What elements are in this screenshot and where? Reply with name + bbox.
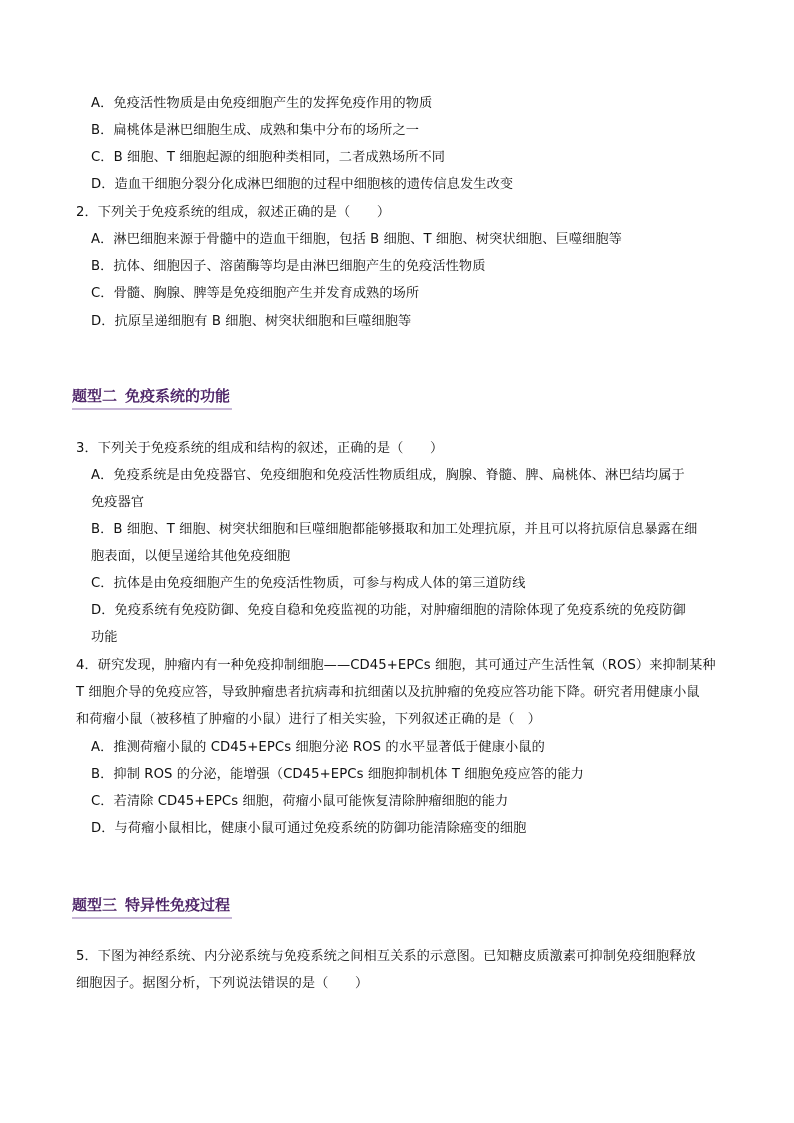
section-title: 特异性免疫过程 [125, 896, 231, 914]
q3-option-b-cont: 胞表面，以便呈递给其他免疫细胞 [91, 549, 291, 564]
q4-stem: 4．研究发现，肿瘤内有一种免疫抑制细胞——CD45+EPCs 细胞，其可通过产生活性氧（ROS）来抑制某种 [76, 658, 716, 673]
q1-option-b: B．扁桃体是淋巴细胞生成、成熟和集中分布的场所之一 [91, 123, 420, 138]
q3-option-d: D．免疫系统有免疫防御、免疫自稳和免疫监视的功能，对肿瘤细胞的清除体现了免疫系统的免疫防御 [91, 603, 686, 618]
q4-option-d: D．与荷瘤小鼠相比，健康小鼠可通过免疫系统的防御功能清除癌变的细胞 [91, 821, 527, 836]
section-label: 题型三 [72, 896, 118, 914]
q4-stem-cont-1: T 细胞介导的免疫应答，导致肿瘤患者抗病毒和抗细菌以及抗肿瘤的免疫应答功能下降。研究者用健康小鼠 [76, 685, 700, 700]
q2-option-b: B．抗体、细胞因子、溶菌酶等均是由淋巴细胞产生的免疫活性物质 [91, 259, 486, 274]
section-heading-2 [72, 386, 232, 410]
q3-option-a: A．免疫系统是由免疫器官、免疫细胞和免疫活性物质组成，胸腺、脊髓、脾、扁桃体、淋巴结均属于 [91, 468, 685, 483]
q2-option-a: A．淋巴细胞来源于骨髓中的造血干细胞，包括 B 细胞、T 细胞、树突状细胞、巨噬细胞等 [91, 232, 622, 247]
section-heading-3 [72, 895, 232, 919]
q5-stem: 5．下图为神经系统、内分泌系统与免疫系统之间相互关系的示意图。已知糖皮质激素可抑制免疫细胞释放 [76, 949, 696, 964]
q2-stem: 2．下列关于免疫系统的组成，叙述正确的是（ ） [76, 205, 391, 220]
section-title: 免疫系统的功能 [125, 387, 231, 405]
q3-stem: 3．下列关于免疫系统的组成和结构的叙述，正确的是（ ） [76, 441, 444, 456]
q4-option-b: B．抑制 ROS 的分泌，能增强（CD45+EPCs 细胞抑制机体 T 细胞免疫应答的能力 [91, 767, 584, 782]
q3-option-d-cont: 功能 [91, 630, 118, 645]
q2-option-c: C．骨髓、胸腺、脾等是免疫细胞产生并发育成熟的场所 [91, 286, 420, 301]
q4-option-a: A．推测荷瘤小鼠的 CD45+EPCs 细胞分泌 ROS 的水平显著低于健康小鼠的 [91, 740, 545, 755]
q3-option-a-cont: 免疫器官 [91, 495, 145, 510]
section-label: 题型二 [72, 387, 118, 405]
q3-option-c: C．抗体是由免疫细胞产生的免疫活性物质，可参与构成人体的第三道防线 [91, 576, 526, 591]
q4-option-c: C．若清除 CD45+EPCs 细胞，荷瘤小鼠可能恢复清除肿瘤细胞的能力 [91, 794, 509, 809]
q5-stem-cont: 细胞因子。据图分析，下列说法错误的是（ ） [76, 976, 369, 991]
q1-option-d: D．造血干细胞分裂分化成淋巴细胞的过程中细胞核的遗传信息发生改变 [91, 177, 514, 192]
q4-stem-cont-2: 和荷瘤小鼠（被移植了肿瘤的小鼠）进行了相关实验，下列叙述正确的是（ ） [76, 712, 542, 727]
q1-option-c: C．B 细胞、T 细胞起源的细胞种类相同，二者成熟场所不同 [91, 150, 446, 165]
q3-option-b: B．B 细胞、T 细胞、树突状细胞和巨噬细胞都能够摄取和加工处理抗原，并且可以将抗原信息暴露在细 [91, 522, 698, 537]
q2-option-d: D．抗原呈递细胞有 B 细胞、树突状细胞和巨噬细胞等 [91, 314, 412, 329]
q1-option-a: A．免疫活性物质是由免疫细胞产生的发挥免疫作用的物质 [91, 96, 433, 111]
